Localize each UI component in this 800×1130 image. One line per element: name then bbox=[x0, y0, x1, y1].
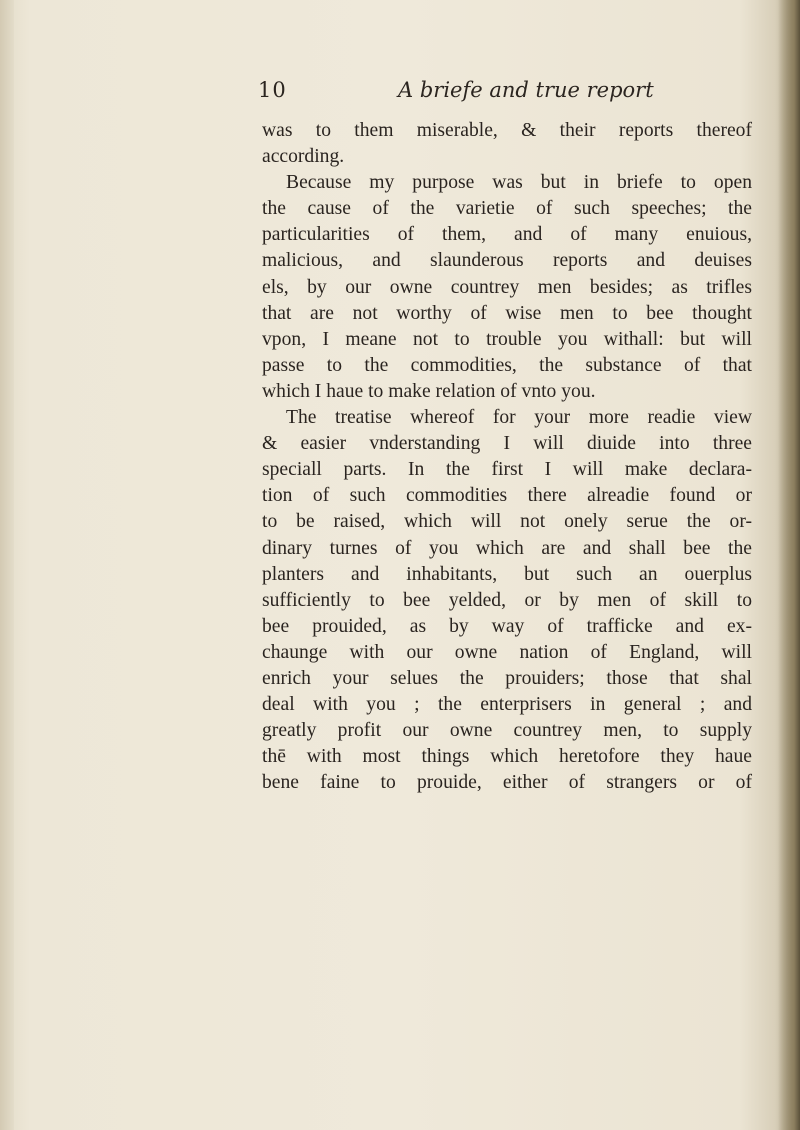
body-text bbox=[262, 118, 752, 796]
page-header bbox=[258, 78, 658, 108]
running-title: A briefe and true report bbox=[398, 78, 654, 102]
text-line: greatly profit our owne countrey men, to supply bbox=[262, 720, 752, 742]
text-line: passe to the commodities, the substance of that bbox=[262, 354, 752, 376]
text-line: sufficiently to bee yelded, or by men of skill to bbox=[262, 589, 752, 611]
page-left-edge bbox=[0, 0, 14, 1130]
text-line: deal with you ; the enterprisers in general ; and bbox=[262, 694, 752, 716]
text-line: dinary turnes of you which are and shall bee the bbox=[262, 537, 752, 559]
text-line: tion of such commodities there alreadie found or bbox=[262, 485, 752, 507]
text-line: chaunge with our owne nation of England, will bbox=[262, 641, 752, 663]
text-line: was to them miserable, & their reports thereof bbox=[262, 120, 752, 141]
text-line: that are not worthy of wise men to bee thought bbox=[262, 302, 752, 324]
text-line: els, by our owne countrey men besides; as trifles bbox=[262, 276, 752, 298]
text-line: according. bbox=[262, 146, 345, 168]
text-line: thē with most things which heretofore they haue bbox=[262, 746, 752, 768]
text-line: vpon, I meane not to trouble you withall: but will bbox=[262, 328, 752, 350]
text-line: bee prouided, as by way of trafficke and ex- bbox=[262, 615, 752, 637]
text-line: malicious, and slaunderous reports and deuises bbox=[262, 250, 752, 272]
text-line: planters and inhabitants, but such an ouerplus bbox=[262, 563, 752, 585]
page-number: 10 bbox=[258, 78, 287, 102]
text-line: Because my purpose was but in briefe to open bbox=[286, 172, 752, 194]
text-line: The treatise whereof for your more readie view bbox=[286, 407, 752, 429]
text-line: bene faine to prouide, either of strangers or of bbox=[262, 772, 752, 794]
text-line: enrich your selues the prouiders; those that shal bbox=[262, 667, 752, 689]
text-line: particularities of them, and of many enuious, bbox=[262, 224, 752, 246]
text-line: which I haue to make relation of vnto you. bbox=[262, 380, 596, 402]
text-line: speciall parts. In the first I will make declara- bbox=[262, 459, 752, 481]
text-line: the cause of the varietie of such speeches; the bbox=[262, 198, 752, 220]
text-line: & easier vnderstanding I will diuide into three bbox=[262, 433, 752, 455]
page-right-edge bbox=[778, 0, 800, 1130]
text-line: to be raised, which will not onely serue the or- bbox=[262, 511, 752, 533]
